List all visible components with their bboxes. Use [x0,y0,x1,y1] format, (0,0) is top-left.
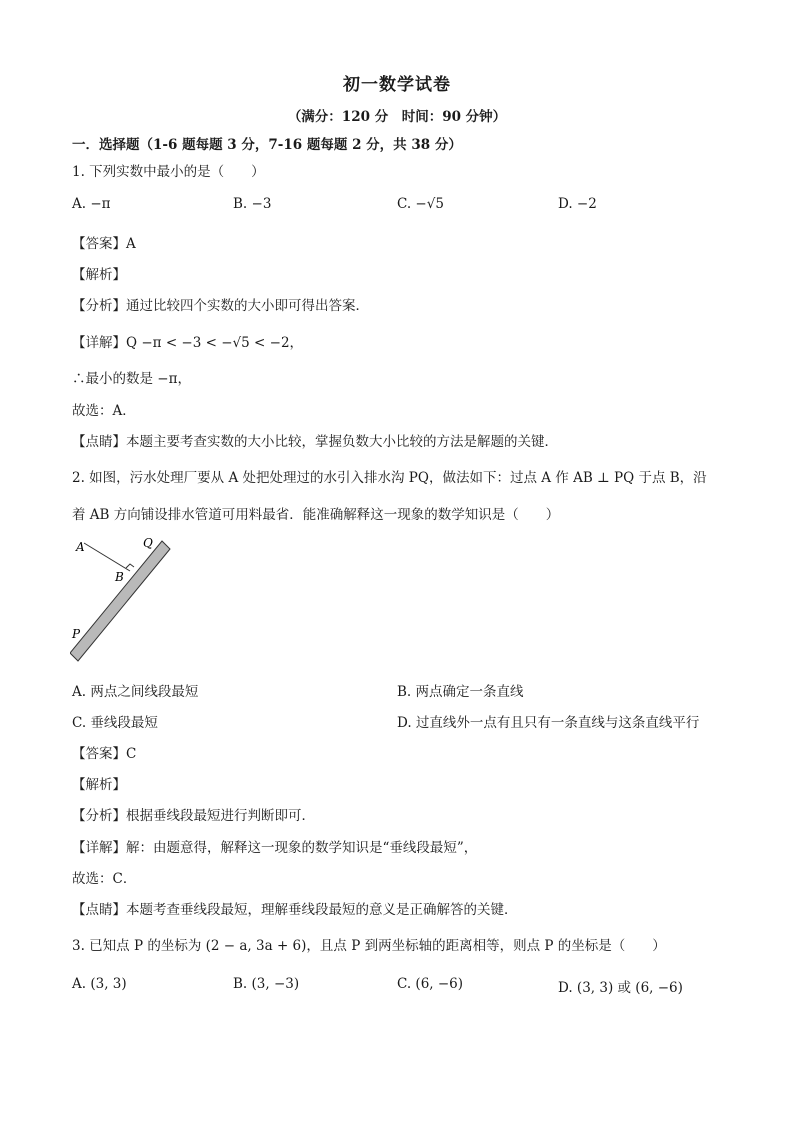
question-2-answer: 【答案】C [72,746,137,762]
question-2-analysis-label: 【解析】 [72,777,126,793]
segment-ab [84,543,130,571]
question-1-analysis-label: 【解析】 [72,267,126,283]
question-2-stem-line-2: 着 AB 方向铺设排水管道可用料最省．能准确解释这一现象的数学知识是（ ） [72,507,560,523]
question-2-option-b: B. 两点确定一条直线 [397,684,524,700]
question-1-conclusion: ∴最小的数是 −π， [72,371,191,387]
question-1-fenxi: 【分析】通过比较四个实数的大小即可得出答案． [72,298,369,314]
question-1-stem: 1. 下列实数中最小的是（ ） [72,164,265,180]
question-3-option-a: A. (3, 3) [72,976,127,992]
ditch-diagram [70,535,180,665]
question-1-answer: 【答案】A [72,236,136,252]
question-2-option-d: D. 过直线外一点有且只有一条直线与这条直线平行 [397,715,700,731]
question-2-figure [70,535,180,665]
question-2-fenxi: 【分析】根据垂线段最短进行判断即可． [72,808,315,824]
label-p: P [72,627,81,641]
question-2-dianjing: 【点睛】本题考查垂线段最短，理解垂线段最短的意义是正确解答的关键． [72,902,518,918]
question-3-stem: 3. 已知点 P 的坐标为 (2 − a, 3a + 6)，且点 P 到两坐标轴的距离相等，则点 P 的坐标是（ ） [72,938,666,954]
ditch-pq-shape [70,541,170,661]
question-2-option-c: C. 垂线段最短 [72,715,158,731]
label-q: Q [143,536,153,550]
page-title: 初一数学试卷 [343,75,451,95]
question-3-option-b: B. (3, −3) [233,976,300,992]
question-2-stem-line-1: 2. 如图，污水处理厂要从 A 处把处理过的水引入排水沟 PQ，做法如下：过点 A 作 AB ⊥ PQ 于点 B，沿 [72,470,707,486]
question-1-option-b: B. −3 [233,196,272,212]
question-3-option-d: D. (3, 3) 或 (6, −6) [558,980,683,996]
page-subtitle: （满分：120 分 时间：90 分钟） [287,109,507,125]
question-1-option-a: A. −π [72,196,111,212]
question-2-option-a: A. 两点之间线段最短 [72,684,199,700]
right-angle-mark [126,564,134,568]
question-1-option-c: C. −√5 [397,196,444,212]
question-1-option-d: D. −2 [558,196,597,212]
question-2-choose: 故选：C． [72,871,137,887]
label-b: B [115,570,124,584]
question-2-xiangjie: 【详解】解：由题意得，解释这一现象的数学知识是“垂线段最短”， [72,840,478,856]
question-3-option-c: C. (6, −6) [397,976,464,992]
section-heading: 一．选择题（1-6 题每题 3 分，7-16 题每题 2 分，共 38 分） [72,137,462,153]
question-1-choose: 故选：A． [72,403,136,419]
question-1-xiangjie: 【详解】Q −π < −3 < −√5 < −2， [72,335,304,351]
label-a: A [76,540,85,554]
question-1-dianjing: 【点睛】本题主要考查实数的大小比较，掌握负数大小比较的方法是解题的关键． [72,434,558,450]
